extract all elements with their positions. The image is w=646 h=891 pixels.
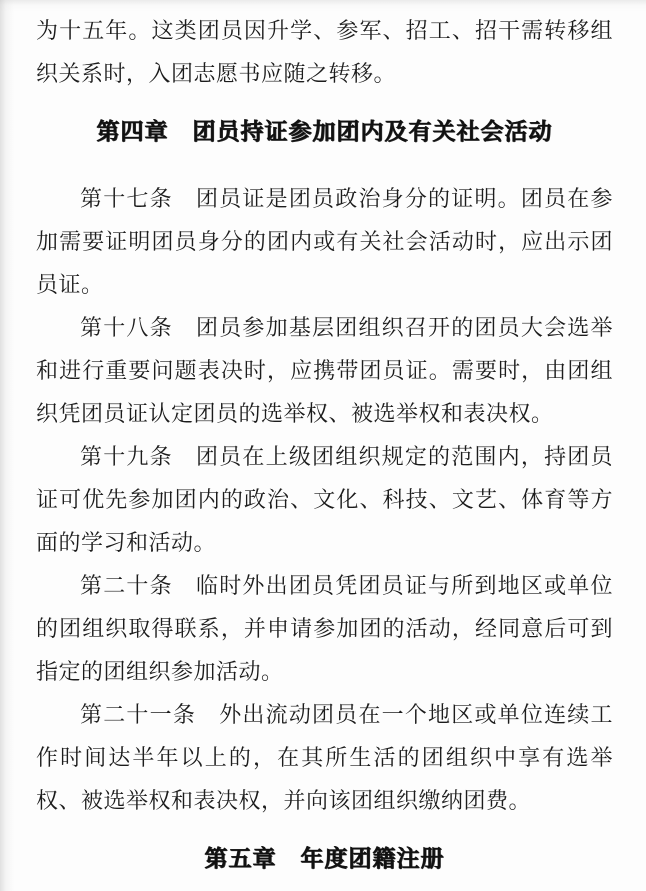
- article-17-paragraph: 第十七条 团员证是团员政治身分的证明。团员在参加需要证明团员身分的团内或有关社会活动时，应出示团员证。: [36, 186, 613, 297]
- article-21-paragraph: 第二十一条 外出流动团员在一个地区或单位连续工作时间达半年以上的，在其所生活的团组织中享有选举权、被选举权和表决权，并向该团组织缴纳团费。: [36, 702, 613, 813]
- article-18-paragraph: 第十八条 团员参加基层团组织召开的团员大会选举和进行重要问题表决时，应携带团员证。需要时，由团组织凭团员证认定团员的选举权、被选举权和表决权。: [36, 315, 613, 426]
- article-20-paragraph: 第二十条 临时外出团员凭团员证与所到地区或单位的团组织取得联系，并申请参加团的活动，经同意后可到指定的团组织参加活动。: [36, 573, 613, 684]
- chapter-heading-4: 第四章 团员持证参加团内及有关社会活动: [96, 119, 553, 144]
- chapter-heading-5: 第五章 年度团籍注册: [204, 846, 445, 871]
- article-19-paragraph: 第十九条 团员在上级团组织规定的范围内，持团员证可优先参加团内的政治、文化、科技、文艺、体育等方面的学习和活动。: [36, 444, 613, 555]
- paragraph-continuation: 为十五年。这类团员因升学、参军、招工、招干需转移组织关系时，入团志愿书应随之转移。: [36, 18, 613, 86]
